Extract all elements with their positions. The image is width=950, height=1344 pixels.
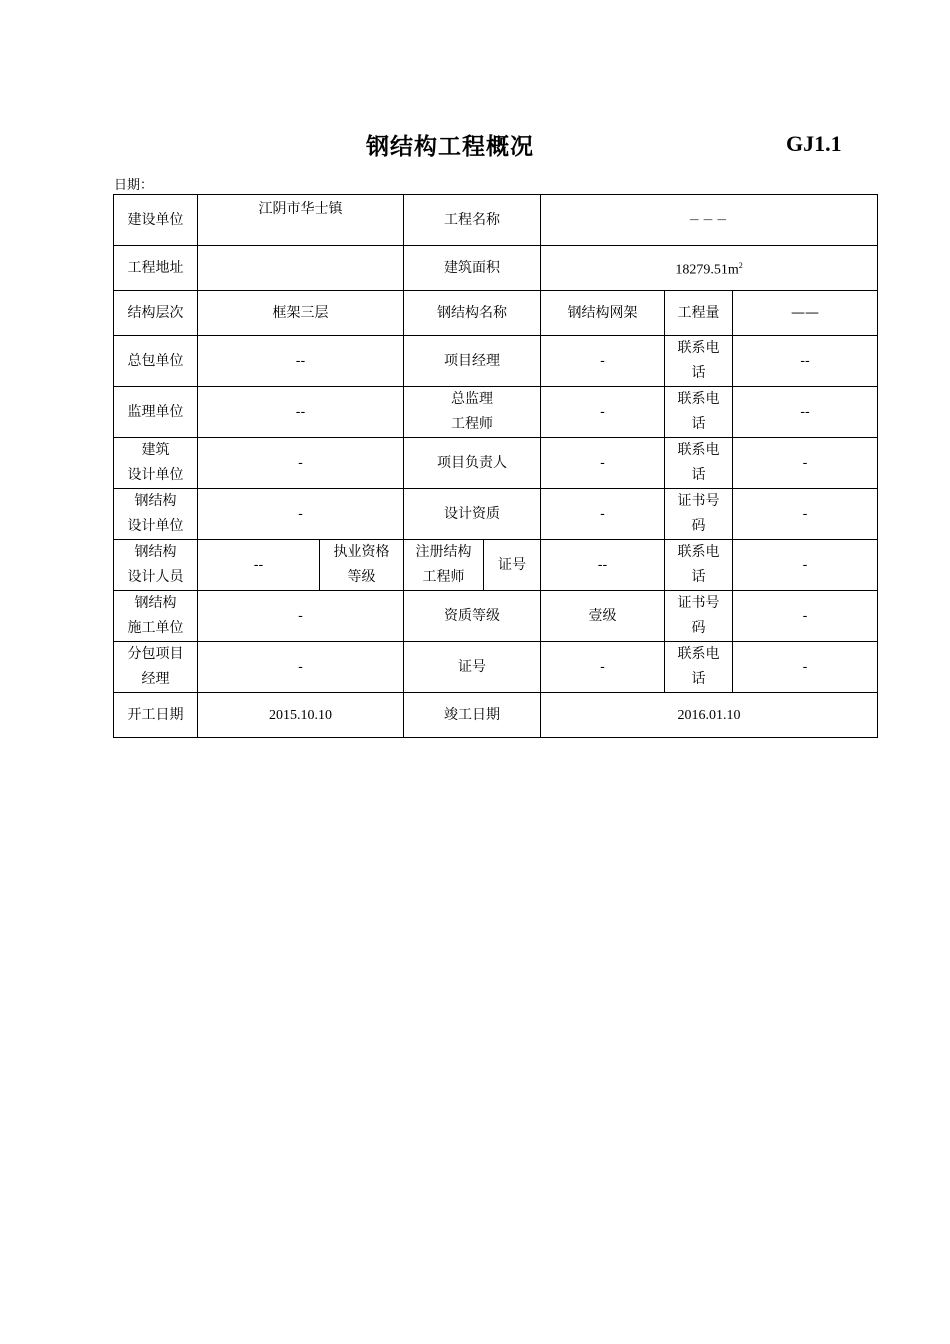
- value-cell: −−−: [541, 195, 878, 246]
- label-line: 设计单位: [127, 467, 184, 483]
- value-cell: -: [541, 642, 665, 693]
- table-row: [114, 489, 878, 540]
- label-cell: [114, 489, 198, 540]
- label-cell: [665, 642, 733, 693]
- table-row: [114, 291, 878, 336]
- value-cell: --: [733, 387, 878, 438]
- value-cell: -: [541, 387, 665, 438]
- label-line: 钢结构: [134, 595, 177, 611]
- value-cell: -: [733, 438, 878, 489]
- label-line: 证书号: [677, 595, 720, 611]
- label-cell: [114, 438, 198, 489]
- label-line: 总监理: [451, 391, 493, 407]
- label-line: 设计单位: [127, 518, 184, 534]
- table-row: [114, 387, 878, 438]
- value-cell: -: [733, 642, 878, 693]
- label-cell: [114, 642, 198, 693]
- value-cell: -: [733, 540, 878, 591]
- label-cell: 总包单位: [114, 336, 198, 387]
- label-cell: 建筑面积: [404, 246, 541, 291]
- label-line: 工程师: [451, 416, 493, 432]
- value-cell: -: [198, 438, 404, 489]
- value-cell: 壹级: [541, 591, 665, 642]
- table-row: [114, 540, 878, 591]
- label-line: 工程师: [422, 569, 465, 585]
- label-cell: [665, 540, 733, 591]
- label-line: 建筑: [141, 442, 170, 458]
- label-cell: 设计资质: [404, 489, 541, 540]
- value-cell: -: [733, 591, 878, 642]
- value-cell: --: [198, 540, 320, 591]
- project-overview-table: [113, 194, 878, 738]
- label-line: 话: [691, 467, 706, 483]
- value-cell: -: [198, 642, 404, 693]
- label-cell: 工程量: [665, 291, 733, 336]
- label-line: 注册结构: [415, 544, 472, 560]
- label-line: 联系电: [677, 544, 720, 560]
- value-cell: 2016.01.10: [541, 693, 878, 738]
- table-row: [114, 591, 878, 642]
- label-cell: [665, 387, 733, 438]
- label-line: 联系电: [677, 340, 720, 356]
- value-cell: -: [541, 336, 665, 387]
- label-line: 话: [691, 416, 706, 432]
- label-line: 证书号: [677, 493, 720, 509]
- label-line: 钢结构: [134, 493, 177, 509]
- label-line: 话: [691, 365, 706, 381]
- label-line: 联系电: [677, 391, 720, 407]
- value-cell: [198, 246, 404, 291]
- value-cell: --: [198, 336, 404, 387]
- label-line: 分包项目: [127, 646, 184, 662]
- label-line: 执业资格: [333, 544, 390, 560]
- label-cell: 结构层次: [114, 291, 198, 336]
- table-row: [114, 246, 878, 291]
- value-cell: 框架三层: [198, 291, 404, 336]
- label-line: 话: [691, 569, 706, 585]
- value-cell: -: [541, 489, 665, 540]
- date-label: 日期：: [114, 178, 154, 193]
- value-cell: -: [198, 591, 404, 642]
- page-title: 钢结构工程概况: [366, 133, 534, 160]
- label-cell: [114, 540, 198, 591]
- table-row: [114, 642, 878, 693]
- label-line: 经理: [141, 671, 170, 687]
- label-cell: 竣工日期: [404, 693, 541, 738]
- label-line: 码: [691, 518, 706, 534]
- label-cell: 工程地址: [114, 246, 198, 291]
- label-line: 联系电: [677, 442, 720, 458]
- label-cell: 证号: [404, 642, 541, 693]
- label-cell: 项目负责人: [404, 438, 541, 489]
- label-line: 设计人员: [127, 569, 184, 585]
- label-cell: 资质等级: [404, 591, 541, 642]
- label-cell: [320, 540, 404, 591]
- value-cell: -: [733, 489, 878, 540]
- value-cell: -: [198, 489, 404, 540]
- label-cell: 工程名称: [404, 195, 541, 246]
- label-cell: 证号: [484, 540, 541, 591]
- label-cell: 项目经理: [404, 336, 541, 387]
- value-cell: --: [541, 540, 665, 591]
- label-line: 等级: [347, 569, 376, 585]
- value-cell: 江阴市华士镇: [198, 195, 404, 246]
- label-cell: [114, 591, 198, 642]
- label-cell: [665, 591, 733, 642]
- label-cell: 建设单位: [114, 195, 198, 246]
- value-cell: -: [541, 438, 665, 489]
- label-cell: [665, 336, 733, 387]
- label-cell: [665, 489, 733, 540]
- value-cell: --: [733, 336, 878, 387]
- table-row: [114, 438, 878, 489]
- label-cell: 开工日期: [114, 693, 198, 738]
- label-line: 施工单位: [127, 620, 184, 636]
- label-cell: 钢结构名称: [404, 291, 541, 336]
- area-unit-exponent: 2: [738, 261, 743, 271]
- value-cell: 2015.10.10: [198, 693, 404, 738]
- form-code: GJ1.1: [786, 131, 842, 156]
- label-line: 钢结构: [134, 544, 177, 560]
- label-cell: [404, 387, 541, 438]
- label-line: 话: [691, 671, 706, 687]
- area-value: 18279.51m: [675, 262, 739, 278]
- value-cell: [541, 246, 878, 291]
- value-cell: --: [198, 387, 404, 438]
- table-row: [114, 195, 878, 246]
- label-cell: [404, 540, 484, 591]
- table-row: [114, 693, 878, 738]
- table-row: [114, 336, 878, 387]
- label-line: 联系电: [677, 646, 720, 662]
- value-cell: ——: [733, 291, 878, 336]
- value-cell: 钢结构网架: [541, 291, 665, 336]
- label-cell: 监理单位: [114, 387, 198, 438]
- label-line: 码: [691, 620, 706, 636]
- label-cell: [665, 438, 733, 489]
